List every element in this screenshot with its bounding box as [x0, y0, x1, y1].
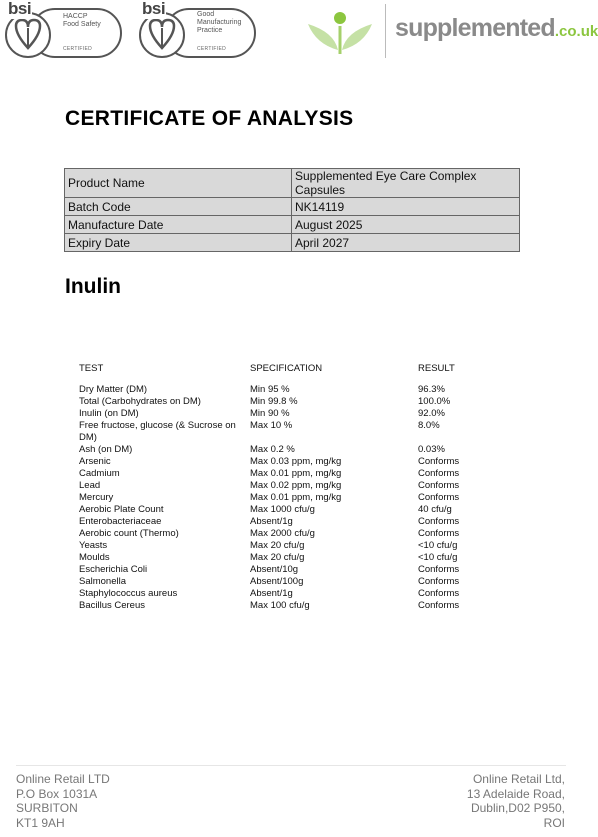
footer-address-right: Online Retail Ltd, 13 Adelaide Road, Dublin,D02 P950, ROI	[466, 772, 565, 830]
results-body	[79, 384, 519, 612]
test-name: Inulin (on DM)	[79, 408, 139, 419]
table-row	[65, 234, 520, 252]
result-value: <10 cfu/g	[418, 552, 458, 563]
test-name: Total (Carbohydrates on DM)	[79, 396, 201, 407]
result-row	[79, 480, 519, 492]
specification-value: Min 95 %	[250, 384, 290, 395]
info-value: August 2025	[292, 216, 520, 234]
specification-value: Absent/1g	[250, 588, 293, 599]
result-value: 40 cfu/g	[418, 504, 452, 515]
result-value: Conforms	[418, 600, 460, 611]
results-header	[79, 363, 519, 377]
info-label: Batch Code	[65, 198, 292, 216]
test-name: Dry Matter (DM)	[79, 384, 148, 395]
result-value: 0.03%	[418, 444, 445, 455]
test-name: Escherichia Coli	[79, 564, 148, 575]
badge-status: CERTIFIED	[63, 46, 92, 52]
result-row	[79, 516, 519, 528]
test-name: Free fructose, glucose (& Sucrose on DM)	[79, 420, 236, 443]
test-name: Yeasts	[79, 540, 108, 551]
badge-text: Good Manufacturing Practice	[197, 11, 242, 34]
gmp-badge	[136, 2, 258, 60]
specification-value: Max 2000 cfu/g	[250, 528, 315, 539]
specification-value: Absent/10g	[250, 564, 299, 575]
test-name: Cadmium	[79, 468, 120, 479]
test-name: Aerobic count (Thermo)	[79, 528, 179, 539]
table-row	[65, 198, 520, 216]
result-row	[79, 408, 519, 420]
specification-value: Max 20 cfu/g	[250, 552, 305, 563]
info-value: Supplemented Eye Care Complex Capsules	[292, 169, 520, 198]
result-value: Conforms	[418, 588, 460, 599]
result-row	[79, 468, 519, 480]
result-value: Conforms	[418, 576, 460, 587]
result-row	[79, 552, 519, 564]
result-value: Conforms	[418, 456, 460, 467]
result-row	[79, 576, 519, 588]
result-row	[79, 444, 519, 456]
bsi-label: bsi	[8, 0, 32, 18]
document-title: CERTIFICATE OF ANALYSIS	[65, 107, 354, 130]
result-value: Conforms	[418, 468, 460, 479]
table-row	[65, 216, 520, 234]
specification-value: Max 100 cfu/g	[250, 600, 310, 611]
result-value: 100.0%	[418, 396, 451, 407]
result-value: 96.3%	[418, 384, 445, 395]
specification-value: Max 1000 cfu/g	[250, 504, 315, 515]
brand-logo: supplemented.co.uk	[395, 14, 598, 42]
specification-value: Max 0.01 ppm, mg/kg	[250, 468, 342, 479]
result-value: Conforms	[418, 528, 460, 539]
result-value: Conforms	[418, 564, 460, 575]
result-row	[79, 456, 519, 468]
badge-status: CERTIFIED	[197, 46, 226, 52]
test-name: Bacillus Cereus	[79, 600, 145, 611]
test-name: Aerobic Plate Count	[79, 504, 164, 515]
badge-text: HACCP Food Safety	[63, 13, 101, 28]
specification-value: Min 90 %	[250, 408, 290, 419]
logo-divider	[385, 4, 386, 58]
result-value: 92.0%	[418, 408, 445, 419]
header-test: TEST	[79, 363, 104, 374]
result-row	[79, 384, 519, 396]
test-name: Arsenic	[79, 456, 111, 467]
result-row	[79, 420, 519, 444]
result-value: <10 cfu/g	[418, 540, 458, 551]
test-name: Staphylococcus aureus	[79, 588, 178, 599]
result-value: Conforms	[418, 516, 460, 527]
specification-value: Max 0.01 ppm, mg/kg	[250, 492, 342, 503]
specification-value: Max 20 cfu/g	[250, 540, 305, 551]
result-row	[79, 600, 519, 612]
product-info-table	[64, 168, 520, 252]
specification-value: Max 0.02 ppm, mg/kg	[250, 480, 342, 491]
specification-value: Max 10 %	[250, 420, 293, 431]
header-specification: SPECIFICATION	[250, 363, 323, 374]
table-row	[65, 169, 520, 198]
result-row	[79, 492, 519, 504]
specification-value: Min 99.8 %	[250, 396, 298, 407]
info-label: Expiry Date	[65, 234, 292, 252]
info-value: April 2027	[292, 234, 520, 252]
test-name: Enterobacteriaceae	[79, 516, 162, 527]
result-row	[79, 504, 519, 516]
specification-value: Max 0.2 %	[250, 444, 295, 455]
test-name: Mercury	[79, 492, 114, 503]
info-label: Manufacture Date	[65, 216, 292, 234]
test-name: Moulds	[79, 552, 110, 563]
result-value: 8.0%	[418, 420, 440, 431]
results-table	[79, 363, 519, 612]
test-name: Lead	[79, 480, 101, 491]
footer-address-left: Online Retail LTD P.O Box 1031A SURBITON KT1 9AH	[16, 772, 110, 830]
result-row	[79, 564, 519, 576]
section-title: Inulin	[65, 275, 121, 298]
result-value: Conforms	[418, 480, 460, 491]
specification-value: Absent/100g	[250, 576, 304, 587]
specification-value: Max 0.03 ppm, mg/kg	[250, 456, 342, 467]
info-label: Product Name	[65, 169, 292, 198]
footer-divider	[16, 765, 566, 766]
bsi-label: bsi	[142, 0, 166, 18]
result-row	[79, 540, 519, 552]
info-value: NK14119	[292, 198, 520, 216]
test-name: Ash (on DM)	[79, 444, 133, 455]
result-value: Conforms	[418, 492, 460, 503]
header-result: RESULT	[418, 363, 455, 374]
result-row	[79, 588, 519, 600]
result-row	[79, 528, 519, 540]
result-row	[79, 396, 519, 408]
leaf-plant-icon	[304, 10, 376, 56]
specification-value: Absent/1g	[250, 516, 293, 527]
test-name: Salmonella	[79, 576, 126, 587]
haccp-badge	[2, 2, 124, 60]
